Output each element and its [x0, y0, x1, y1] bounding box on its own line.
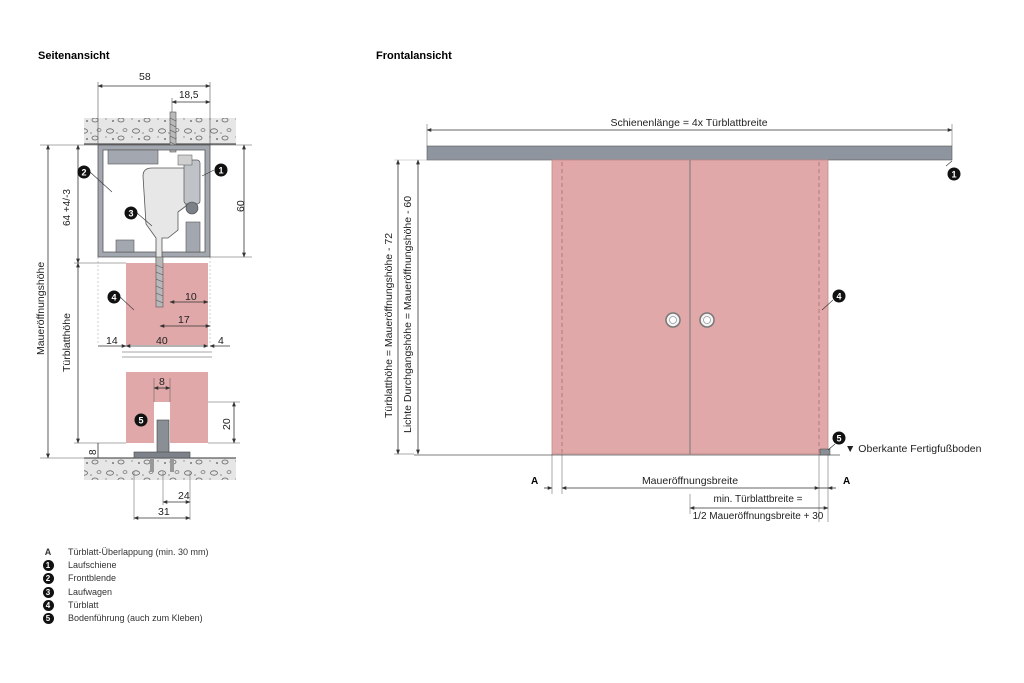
callout-5: [135, 414, 148, 427]
overlap-a-left: A: [531, 476, 539, 487]
legend-item: [40, 586, 209, 599]
legend-text: Laufwagen: [68, 586, 113, 597]
dim-60: 60: [235, 200, 247, 212]
legend-text: Bodenführung (auch zum Kleben): [68, 612, 203, 623]
legend-key: [40, 546, 56, 559]
dim-17: 17: [178, 314, 190, 326]
legend-number-icon: 4: [43, 600, 54, 611]
legend-item: [40, 599, 209, 612]
svg-text:4: 4: [836, 291, 842, 302]
svg-text:5: 5: [836, 433, 842, 444]
dim-64: 64 +4/-3: [62, 189, 73, 226]
legend: [40, 546, 209, 625]
legend-key: [40, 573, 56, 584]
floor-level-label: ▼ Oberkante Fertigfußboden: [845, 443, 982, 455]
dim-wall-height: Maueröffnungshöhe: [35, 261, 47, 355]
svg-text:1: 1: [951, 169, 957, 180]
dim-31: 31: [158, 506, 170, 518]
legend-number-icon: 2: [43, 573, 54, 584]
opening-width-label: Maueröffnungsbreite: [641, 475, 739, 487]
svg-text:2: 2: [81, 167, 87, 178]
door-leaf-right: [690, 160, 828, 454]
dim-58: 58: [139, 71, 151, 83]
side-door-leaf-upper: [126, 263, 208, 345]
front-callout-1: [946, 161, 961, 181]
legend-item: [40, 559, 209, 572]
legend-key: [40, 613, 56, 624]
front-callout-5: [828, 432, 846, 451]
dim-14: 14: [106, 335, 118, 347]
legend-number-icon: 1: [43, 560, 54, 571]
dim-10: 10: [185, 291, 197, 303]
svg-text:1: 1: [218, 165, 224, 176]
legend-letter: A: [44, 547, 52, 557]
legend-item: [40, 546, 209, 559]
clear-height-formula: Lichte Durchgangshöhe = Maueröffnungshöhe - 60: [402, 195, 414, 433]
floor-concrete: [84, 458, 236, 480]
legend-text: Türblatt-Überlappung (min. 30 mm): [68, 547, 209, 557]
front-rail: [427, 146, 952, 160]
legend-key: [40, 587, 56, 598]
legend-item: [40, 572, 209, 585]
legend-number-icon: 3: [43, 587, 54, 598]
legend-text: Laufschiene: [68, 560, 117, 571]
min-leaf-width-line2: 1/2 Maueröffnungsbreite + 30: [692, 511, 824, 522]
legend-key: [40, 600, 56, 611]
side-view-title: Seitenansicht: [38, 50, 110, 62]
rail-length-label: Schienenlänge = 4x Türblattbreite: [610, 117, 768, 129]
min-leaf-width-line1: min. Türblattbreite =: [713, 494, 803, 505]
callout-2: [78, 166, 113, 193]
dim-40: 40: [156, 335, 168, 347]
dim-4: 4: [218, 335, 224, 347]
legend-item: [40, 612, 209, 625]
dim-20: 20: [221, 418, 233, 430]
floor-guide: [157, 420, 169, 454]
legend-text: Frontblende: [68, 573, 117, 584]
dim-8-top: 8: [159, 376, 165, 388]
dim-18-5: 18,5: [179, 90, 199, 101]
legend-key: [40, 560, 56, 571]
ceiling-concrete: [84, 118, 236, 144]
dim-24: 24: [178, 490, 190, 502]
svg-text:5: 5: [138, 415, 144, 426]
svg-text:3: 3: [128, 208, 134, 219]
door-leaf-left: [552, 160, 690, 454]
carriage: [143, 168, 186, 262]
front-view-title: Frontalansicht: [376, 50, 452, 62]
side-view: [35, 71, 252, 520]
legend-text: Türblatt: [68, 599, 99, 610]
dim-leaf-height: Türblatthöhe: [61, 313, 73, 372]
front-view: [383, 117, 982, 522]
svg-text:4: 4: [111, 292, 117, 303]
leaf-height-formula: Türblatthöhe = Maueröffnungshöhe - 72: [383, 232, 395, 418]
dim-8-left: 8: [88, 449, 99, 455]
overlap-a-right: A: [843, 476, 851, 487]
legend-number-icon: 5: [43, 613, 54, 624]
